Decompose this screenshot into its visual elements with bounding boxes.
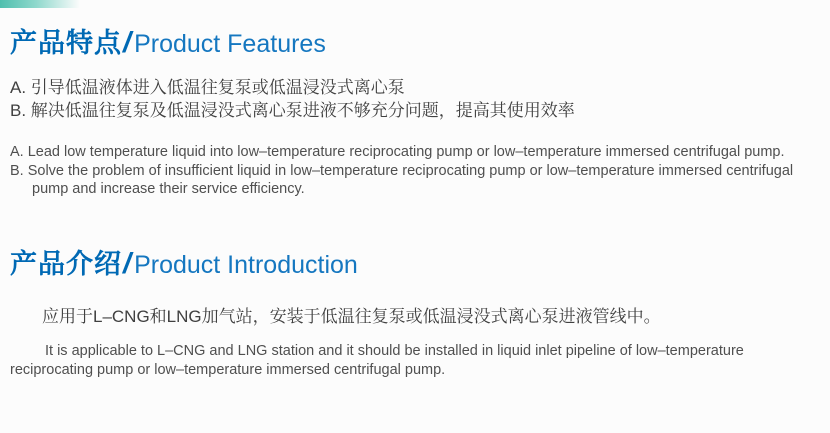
section-product-introduction <box>10 247 822 380</box>
feature-item-b-en: B. Solve the problem of insufficient liquid in low–temperature reciprocating pump or low–temperature immersed centrifugal pump and increase their service efficiency. <box>10 162 794 197</box>
features-list-chinese <box>10 76 822 122</box>
introduction-section-title <box>10 247 822 282</box>
introduction-title-chinese: 产品介绍 <box>10 248 122 279</box>
title-slash-separator: / <box>123 247 132 280</box>
features-title-english: Product Features <box>134 30 326 58</box>
features-list-english <box>10 143 822 199</box>
introduction-paragraph-english: It is applicable to L–CNG and LNG station and it should be installed in liquid inlet pipeline of low–temperature reciprocating pump or low–temperature immersed centrifugal pump. <box>10 342 744 378</box>
top-left-teal-accent-bar <box>0 0 80 8</box>
title-slash-separator: / <box>123 27 132 59</box>
features-section-title <box>10 26 822 61</box>
feature-item-a-en: A. Lead low temperature liquid into low–temperature reciprocating pump or low–temperature immersed centrifugal pump. <box>10 144 785 160</box>
section-product-features <box>10 26 822 199</box>
introduction-paragraph-chinese: 应用于L–CNG和LNG加气站，安装于低温往复泵或低温浸没式离心泵进液管线中。 <box>42 306 661 326</box>
feature-item-b-zh: B. 解决低温往复泵及低温浸没式离心泵进液不够充分问题，提高其使用效率 <box>10 101 575 120</box>
features-title-chinese: 产品特点 <box>10 28 122 58</box>
introduction-title-english: Product Introduction <box>134 250 358 279</box>
feature-item-a-zh: A. 引导低温液体进入低温往复泵或低温浸没式离心泵 <box>10 78 405 97</box>
